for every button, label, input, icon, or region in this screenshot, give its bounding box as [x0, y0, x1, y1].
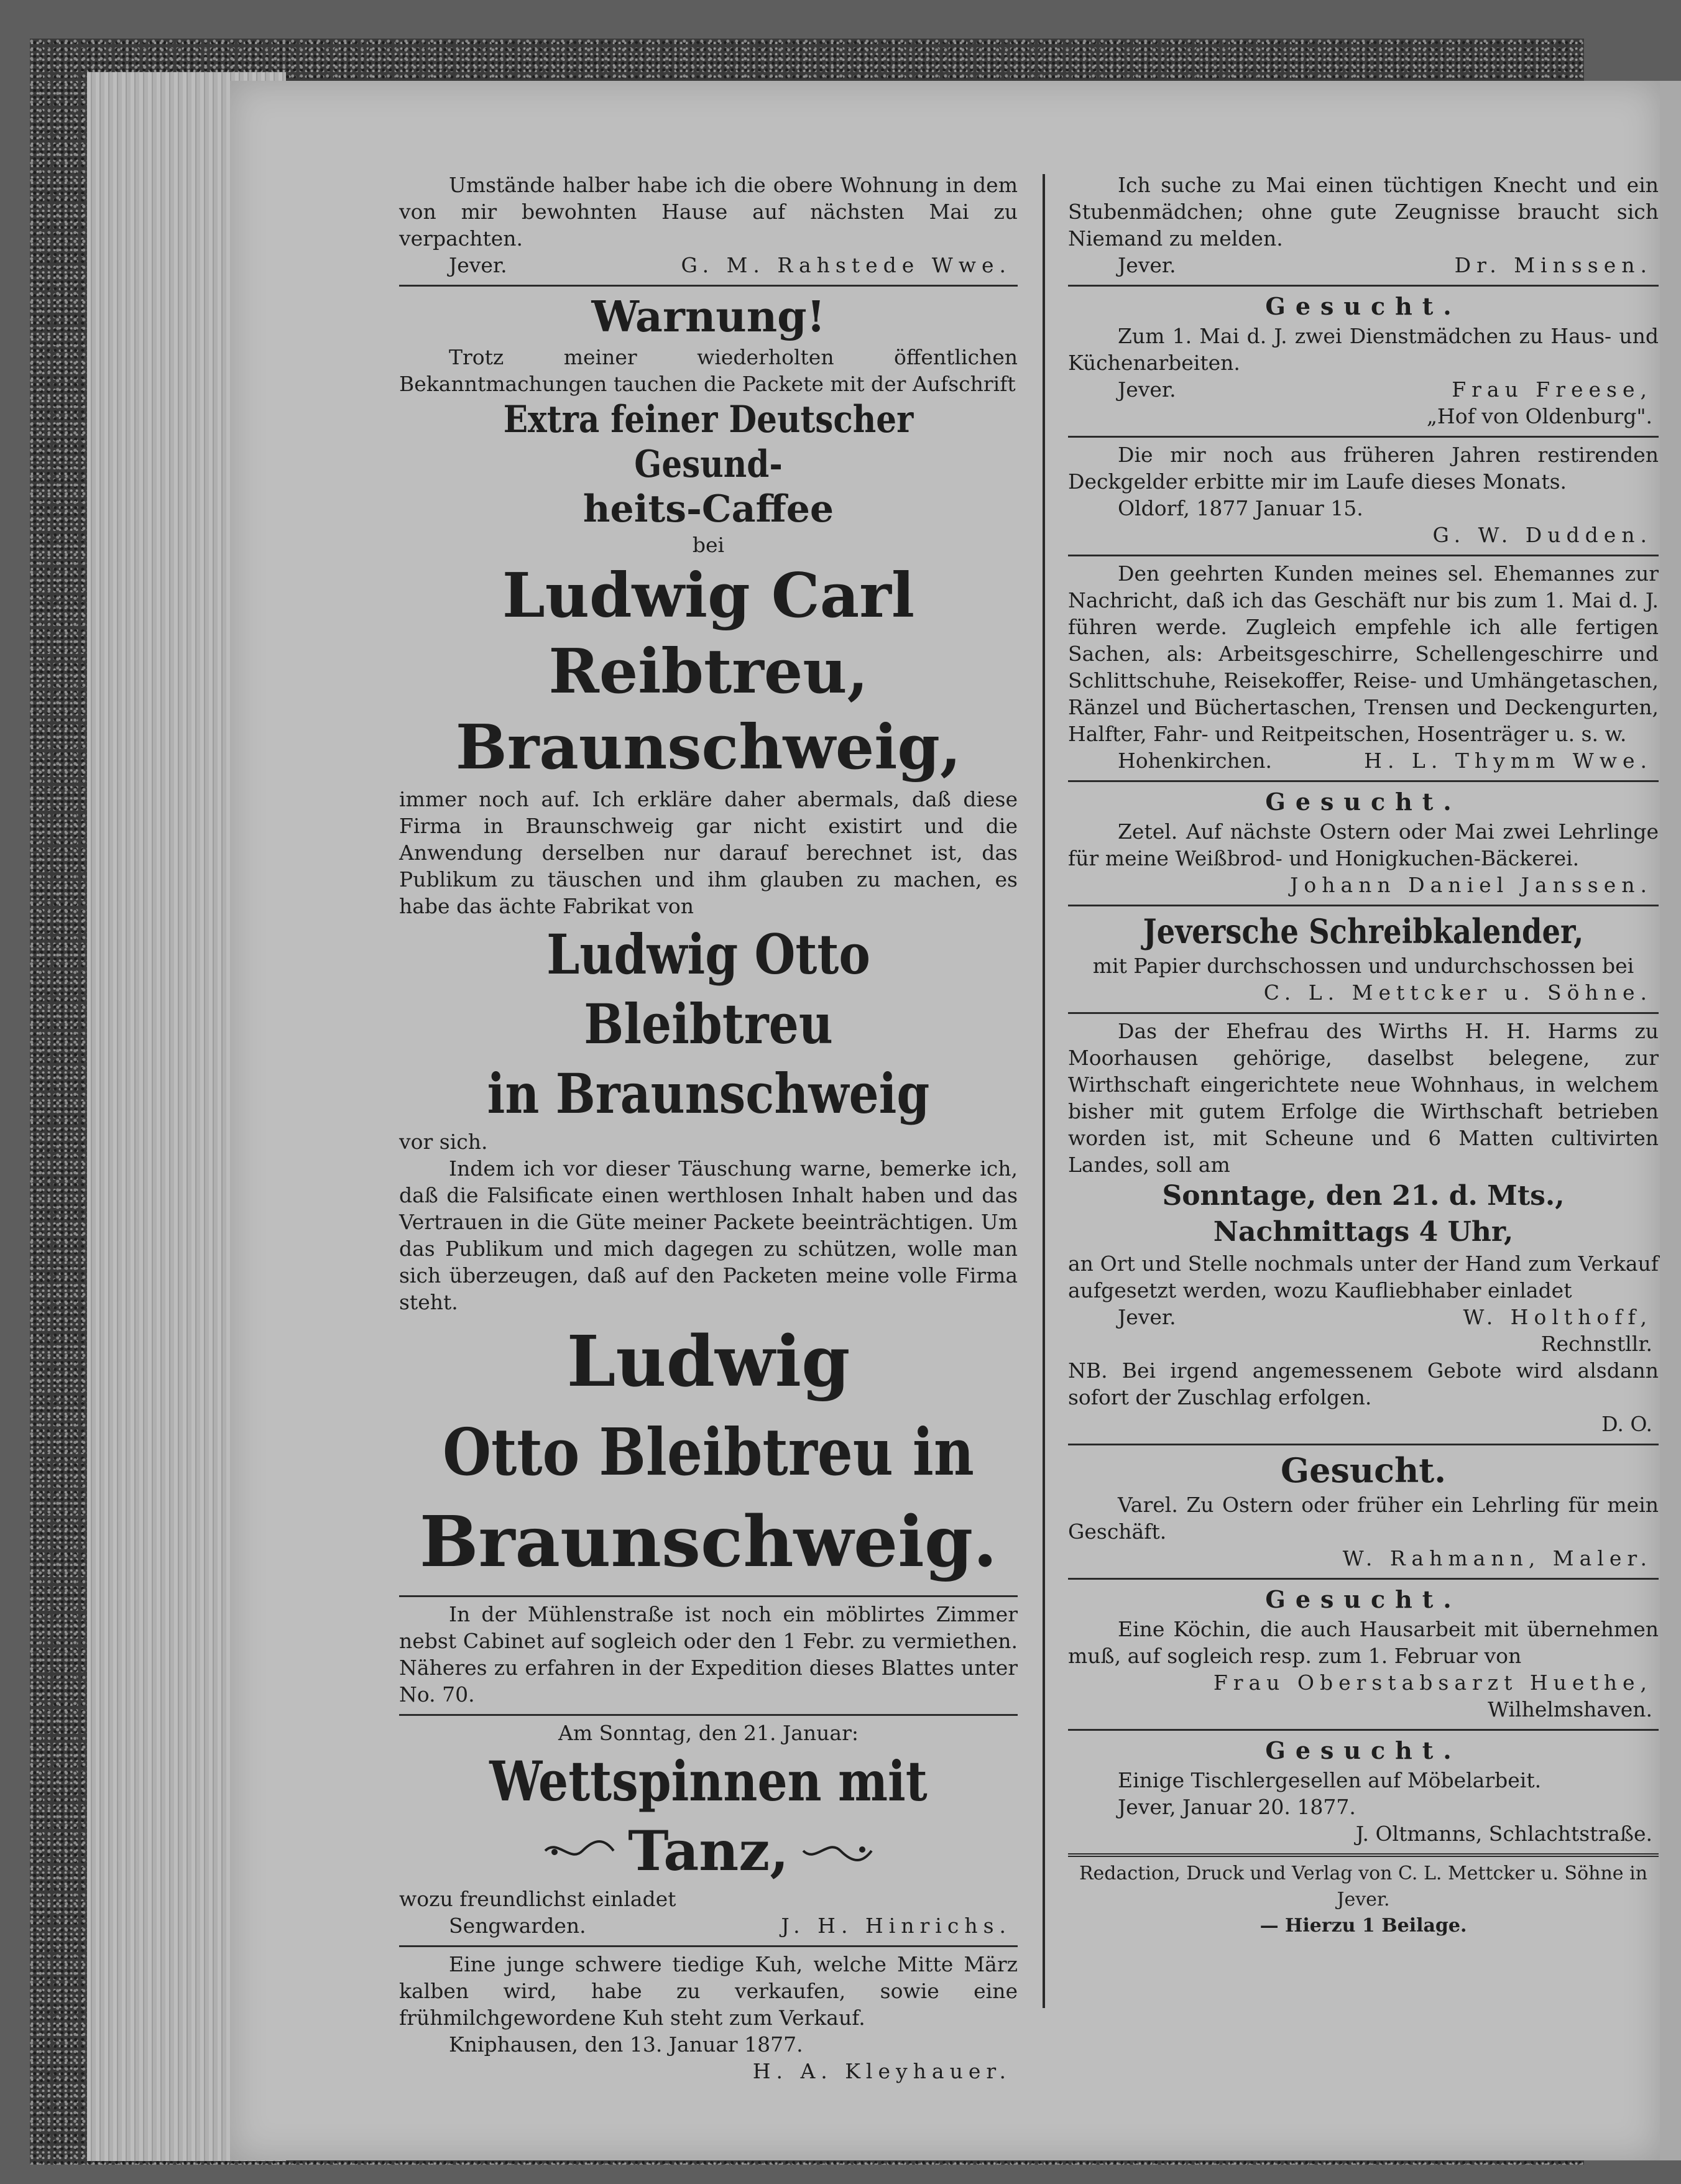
- ad-heading: Gesucht.: [1265, 788, 1462, 816]
- ad-body2: vor sich.: [399, 1130, 488, 1154]
- imprint: [1068, 1857, 1659, 1945]
- product-name-line2: heits-Caffee: [583, 487, 834, 531]
- ad-heading: Warnung!: [591, 292, 826, 342]
- ad-text: Ich suche zu Mai einen tüchtigen Knecht und ein Stubenmädchen; ohne gute Zeugnisse braucht sich Niemand zu melden.: [1068, 173, 1659, 251]
- ad-signer: H. L. Thymm Wwe.: [1364, 749, 1652, 773]
- ad-dateline: Oldorf, 1877 Januar 15.: [1118, 496, 1363, 520]
- ad-nb: NB. Bei irgend angemessenem Gebote wird alsdann sofort der Zuschlag erfolgen.: [1068, 1358, 1659, 1409]
- ad-warnung: [399, 287, 1018, 1597]
- ad-date-line2: Nachmittags 4 Uhr,: [1213, 1216, 1514, 1248]
- real-name-line2: in Braunschweig: [487, 1061, 930, 1126]
- ad-tischlergesellen: [1068, 1731, 1659, 1857]
- ad-wohnung: [399, 168, 1018, 287]
- ad-title-line2: [399, 1816, 1018, 1886]
- ad-koechin: [1068, 1580, 1659, 1731]
- ad-signature: [1068, 376, 1659, 403]
- ad-signer: J. H. Hinrichs.: [781, 1914, 1011, 1938]
- imprint-line2: — Hierzu 1 Beilage.: [1260, 1915, 1467, 1937]
- ad-signer: W. Rahmann, Maler.: [1342, 1546, 1652, 1570]
- ad-place: Jever.: [1118, 1305, 1176, 1329]
- left-column: [399, 168, 1018, 2091]
- ad-place: Jever.: [449, 253, 507, 277]
- ad-heading: Gesucht.: [1280, 1450, 1447, 1490]
- ad-text: Die mir noch aus früheren Jahren restirenden Deckgelder erbitte mir im Laufe dieses Monats.: [1068, 443, 1659, 494]
- ad-body3: Indem ich vor dieser Täuschung warne, bemerke ich, daß die Falsificate einen werthlosen Inhalt haben und das Vertrauen in die Güte meiner Packete beeinträchtigen. Um das Publikum und mich dagegen zu schützen, wolle man sich überzeugen, daß auf den Packeten meine volle Firma steht.: [399, 1156, 1018, 1314]
- right-column: [1068, 168, 1659, 1945]
- real-name-line1: Ludwig Otto Bleibtreu: [546, 922, 870, 1056]
- ad-title: Jeversche Schreibkalender,: [1143, 911, 1584, 951]
- imprint-line1: Redaction, Druck und Verlag von C. L. Mettcker u. Söhne in Jever.: [1079, 1863, 1648, 1910]
- ornament-left-icon: [542, 1838, 617, 1863]
- ad-dateline: Jever, Januar 20. 1877.: [1118, 1795, 1356, 1819]
- ad-text: In der Mühlenstraße ist noch ein möblirtes Zimmer nebst Cabinet auf sogleich oder den 1 Febr. zu vermiethen. Näheres zu erfahren in der Expedition dieses Blattes unter No. 70.: [399, 1602, 1018, 1707]
- ad-heading: Gesucht.: [1265, 292, 1462, 320]
- ad-kuh: [399, 1947, 1018, 2091]
- product-name-line1: Extra feiner Deutscher Gesund-: [503, 398, 914, 486]
- ad-bei: bei: [692, 533, 725, 557]
- ad-text: Eine junge schwere tiedige Kuh, welche Mitte März kalben wird, habe zu verkaufen, sowie eine frühmilchgewordene Kuh steht zum Verkauf.: [399, 1952, 1018, 2030]
- ad-text: mit Papier durchschossen und undurchschossen bei: [1092, 954, 1634, 978]
- ad-signer: H. A. Kleyhauer.: [752, 2059, 1011, 2083]
- ad-text: Das der Ehefrau des Wirths H. H. Harms zu Moorhausen gehörige, daselbst belegene, zur Wirthschaft eingerichtete neue Wohnhaus, in welchem bisher mit gutem Erfolge die Wirthschaft betrieben worden ist, mit Scheune und 6 Matten cultivirten Landes, soll am: [1068, 1019, 1659, 1177]
- ad-signature: [1068, 252, 1659, 279]
- ad-text: Den geehrten Kunden meines sel. Ehemannes zur Nachricht, daß ich das Geschäft nur bis zum 1. Mai d. J. führen werde. Zugleich empfehle ich alle fertigen Sachen, als: Arbeitsgeschirre, Schellengeschirre und Schlittschuhe, Reisekoffer, Reise- und Umhängetaschen, Ränzel und Büchertaschen, Trensen und Deckengurten, Halfter, Fahr- und Reitpeitschen, Hosenträger u. s. w.: [1068, 561, 1659, 746]
- ad-invite: wozu freundlichst einladet: [399, 1887, 676, 1911]
- ad-wettspinnen: [399, 1716, 1018, 1947]
- ad-signer: Frau Oberstabsarzt Huethe,: [1213, 1670, 1652, 1695]
- ad-signature: [399, 252, 1018, 279]
- ad-text: Zetel. Auf nächste Ostern oder Mai zwei Lehrlinge für meine Weißbrod- und Honigkuchen-Bäckerei.: [1068, 819, 1659, 870]
- ad-signer-line2: Wilhelmshaven.: [1488, 1697, 1652, 1721]
- ad-text: Umstände halber habe ich die obere Wohnung in dem von mir bewohnten Hause auf nächsten Mai zu verpachten.: [399, 173, 1018, 251]
- ad-signature: [1068, 1304, 1659, 1330]
- ornament-right-icon: [800, 1838, 875, 1863]
- ad-date: Am Sonntag, den 21. Januar:: [558, 1721, 859, 1745]
- ad-date-line1: Sonntage, den 21. d. Mts.,: [1162, 1180, 1565, 1212]
- ad-signer: Frau Freese,: [1452, 377, 1652, 402]
- ad-signer: W. Holthoff,: [1463, 1305, 1652, 1329]
- ad-signature: [399, 1912, 1018, 1939]
- ad-text: Varel. Zu Ostern oder früher ein Lehrling für mein Geschäft.: [1068, 1493, 1659, 1544]
- ad-text2: an Ort und Stelle nochmals unter der Hand zum Verkauf aufgesetzt werden, wozu Kaufliebhaber einladet: [1068, 1251, 1659, 1302]
- ad-signer-line2: „Hof von Oldenburg".: [1426, 404, 1652, 428]
- column-divider: [1043, 174, 1045, 2008]
- ad-dateline: Kniphausen, den 13. Januar 1877.: [449, 2032, 803, 2057]
- ad-knecht: [1068, 168, 1659, 287]
- ad-signer: G. W. Dudden.: [1432, 523, 1652, 547]
- ad-nb-signature: D. O.: [1601, 1412, 1652, 1436]
- fake-name-line2: Reibtreu,: [548, 636, 868, 707]
- ad-intro: Trotz meiner wiederholten öffentlichen Bekanntmachungen tauchen die Packete mit der Aufschrift: [399, 345, 1018, 396]
- ad-heading: Gesucht.: [1265, 1736, 1462, 1764]
- ad-lehrling-varel: [1068, 1445, 1659, 1580]
- ad-title-tanz: Tanz,: [628, 1818, 789, 1883]
- ad-deckgelder: [1068, 438, 1659, 556]
- ad-place: Hohenkirchen.: [1118, 749, 1273, 773]
- ad-text: Einige Tischlergesellen auf Möbelarbeit.: [1118, 1768, 1542, 1792]
- ad-body1: immer noch auf. Ich erkläre daher abermals, daß diese Firma in Braunschweig gar nicht existirt und die Anwendung derselben nur darauf berechnet ist, das Publikum zu täuschen und ihm glauben zu machen, es habe das ächte Fabrikat von: [399, 787, 1018, 918]
- signature-line1: Ludwig: [566, 1321, 850, 1403]
- ad-text: Eine Köchin, die auch Hausarbeit mit übernehmen muß, auf sogleich resp. zum 1. Februar von: [1068, 1617, 1659, 1668]
- ad-place: Jever.: [1118, 377, 1176, 402]
- fake-name-line1: Ludwig Carl: [502, 560, 915, 632]
- signature-line3: Braunschweig.: [419, 1501, 998, 1583]
- ad-schreibkalender: [1068, 906, 1659, 1014]
- ad-signer: Dr. Minssen.: [1454, 253, 1652, 277]
- page-right-edge: [1660, 81, 1681, 2160]
- ad-signer: G. M. Rahstede Wwe.: [681, 253, 1011, 277]
- ad-heading: Gesucht.: [1265, 1585, 1462, 1613]
- fake-city: Braunschweig,: [455, 712, 962, 783]
- ad-wohnhaus: [1068, 1014, 1659, 1445]
- ad-zimmer: [399, 1597, 1018, 1716]
- ad-place: Jever.: [1118, 253, 1176, 277]
- ad-signer: C. L. Mettcker u. Söhne.: [1263, 980, 1652, 1005]
- ad-title-line1: Wettspinnen mit: [489, 1749, 928, 1813]
- ad-signer: J. Oltmanns, Schlachtstraße.: [1355, 1822, 1652, 1846]
- ad-signer-title: Rechnstllr.: [1541, 1332, 1652, 1356]
- ad-place: Sengwarden.: [449, 1914, 586, 1938]
- ad-text: Zum 1. Mai d. J. zwei Dienstmädchen zu Haus- und Küchenarbeiten.: [1068, 324, 1659, 375]
- ad-dienstmaedchen: [1068, 287, 1659, 438]
- ad-geschaeft: [1068, 556, 1659, 782]
- ad-signature: [1068, 747, 1659, 774]
- signature-line2: Otto Bleibtreu in: [443, 1414, 974, 1490]
- ad-lehrlinge-zetel: [1068, 782, 1659, 906]
- ad-signer: Johann Daniel Janssen.: [1290, 873, 1652, 897]
